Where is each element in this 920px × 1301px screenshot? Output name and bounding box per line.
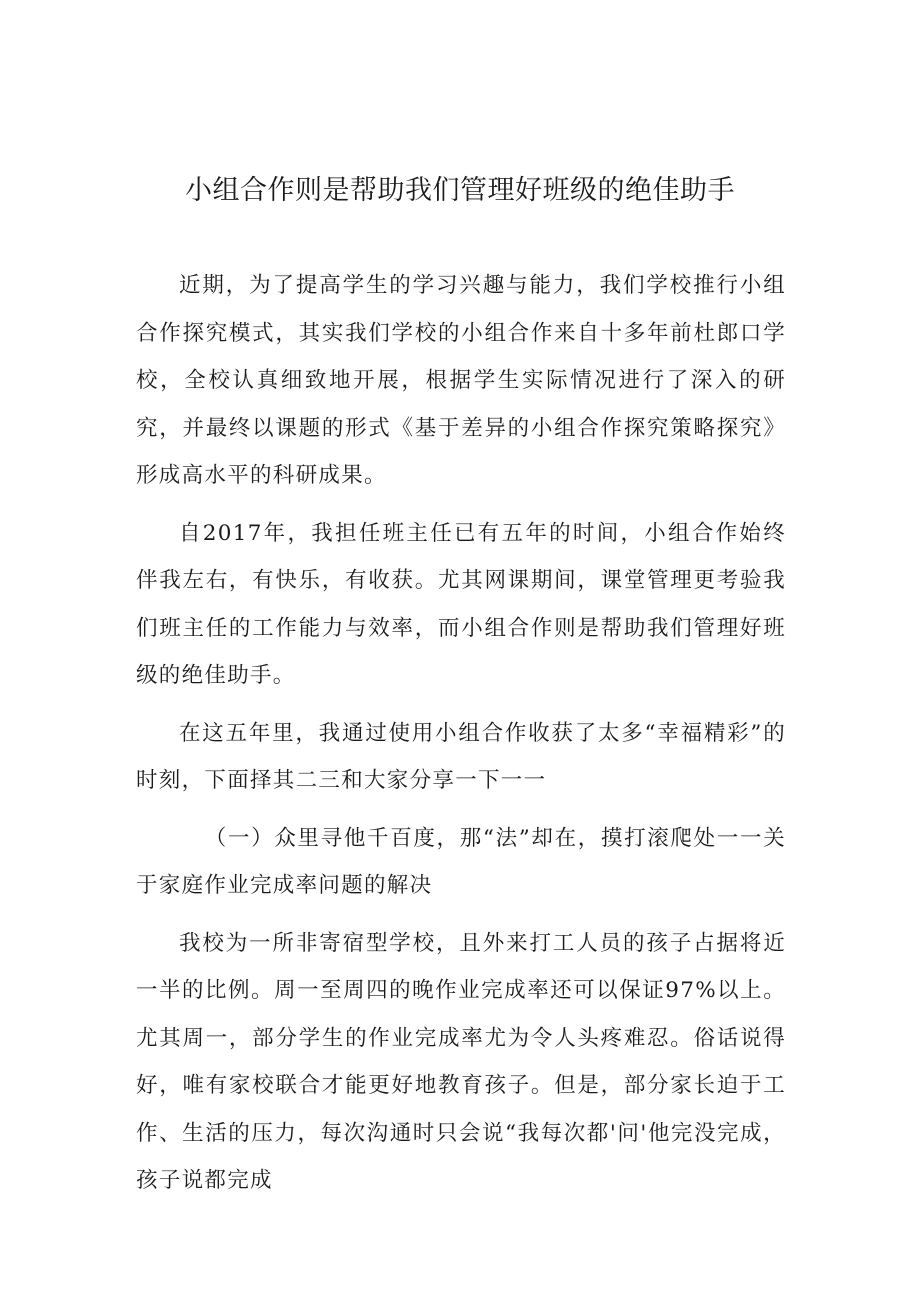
document-body — [136, 262, 786, 1205]
paragraph-homework: 我校为一所非寄宿型学校，且外来打工人员的孩子占据将近一半的比例。周一至周四的晚作业完成率还可以保证97%以上。尤其周一，部分学生的作业完成率尤为令人头疼难忍。俗话说得好，唯有家校联合才能更好地教育孩子。但是，部分家长迫于工作、生活的压力，每次沟通时只会说“我每次都'问'他完没完成，孩子说都完成 — [136, 930, 786, 1193]
paragraph-sharing: 在这五年里，我通过使用小组合作收获了太多“幸福精彩”的时刻，下面择其二三和大家分享一下一一 — [136, 720, 786, 793]
document-title: 小组合作则是帮助我们管理好班级的绝佳助手 — [185, 175, 735, 206]
paragraph-experience: 自2017年，我担任班主任已有五年的时间，小组合作始终伴我左右，有快乐，有收获。尤其网课期间，课堂管理更考验我们班主任的工作能力与效率，而小组合作则是帮助我们管理好班级的绝佳助手。 — [136, 520, 786, 688]
paragraph-introduction: 近期，为了提高学生的学习兴趣与能力，我们学校推行小组合作探究模式，其实我们学校的小组合作来自十多年前杜郎口学校，全校认真细致地开展，根据学生实际情况进行了深入的研究，并最终以课题的形式《基于差异的小组合作探究策略探究》形成高水平的科研成果。 — [136, 273, 786, 488]
section-heading-1: （一）众里寻他千百度，那“法”却在，摸打滚爬处一一关于家庭作业完成率问题的解决 — [136, 825, 786, 898]
